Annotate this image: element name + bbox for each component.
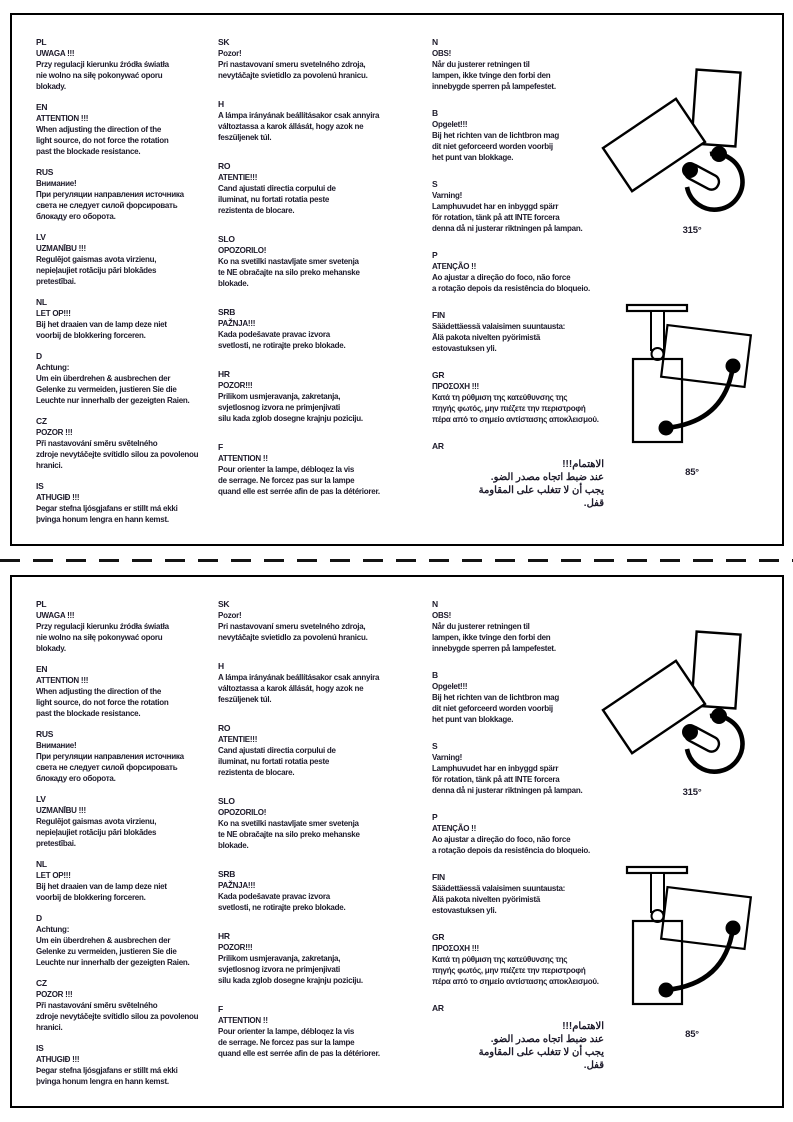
instruction-line: Ko na svetilki nastavljate smer svetenja	[218, 257, 359, 266]
language-code: SRB	[218, 307, 236, 317]
instruction-line: nepieļaujiet rotāciju pāri blokādes	[36, 828, 157, 837]
instruction-line: dit niet geforceerd worden voorbij	[432, 704, 553, 713]
language-code: D	[36, 913, 42, 923]
instruction-line: Cand ajustati directia corpului de	[218, 184, 336, 193]
instruction-line: estovastuksen yli.	[432, 344, 497, 353]
instruction-line: silu kada zglob dosegne krajnju poziciju.	[218, 414, 363, 423]
instruction-line: PAŽNJA!!!	[218, 319, 256, 328]
instruction-line: Prilikom usmjeravanja, zakretanja,	[218, 392, 341, 401]
instruction-line: Cand ajustati directia corpului de	[218, 746, 336, 755]
stem	[651, 873, 664, 912]
instruction-line: Um ein überdrehen & ausbrechen der	[36, 374, 171, 383]
instruction-line: a rotação depois da resistência do bloqueio.	[432, 284, 590, 293]
language-code: SK	[218, 37, 230, 47]
instruction-line: estovastuksen yli.	[432, 906, 497, 915]
language-code: F	[218, 1004, 223, 1014]
language-code: EN	[36, 102, 48, 112]
instruction-line: OBS!	[432, 611, 451, 620]
language-code: CZ	[36, 416, 47, 426]
joint-dot	[711, 708, 727, 724]
lamp-head-position-2	[661, 887, 751, 949]
instruction-line: hranici.	[36, 1023, 63, 1032]
instruction-line: Lamphuvudet har en inbyggd spärr	[432, 764, 559, 773]
language-code: H	[218, 99, 224, 109]
instruction-line: de serrage. Ne forcez pas sur la lampe	[218, 1038, 355, 1047]
instruction-line: pretestībai.	[36, 277, 76, 286]
instruction-line: OPOZORILO!	[218, 808, 267, 817]
instruction-line: innebygde sperren på lampefestet.	[432, 82, 556, 91]
lamp-head-position-2	[661, 325, 751, 387]
lang-block-ar	[432, 1003, 622, 1072]
text-column-col3	[432, 599, 622, 1088]
instruction-line: Ao ajustar a direção do foco, não force	[432, 835, 571, 844]
instruction-line: ATHUGIÐ !!!	[36, 1055, 80, 1064]
instruction-line: blokady.	[36, 644, 66, 653]
language-code: GR	[432, 932, 445, 942]
instruction-line: past the blockade resistance.	[36, 147, 141, 156]
instruction-line: þvinga honum lengra en hann kemst.	[36, 515, 169, 524]
instruction-line: Při nastavování směru světelného	[36, 439, 158, 448]
instruction-line: قفل.	[583, 1060, 604, 1071]
instruction-line: te NE obračajte na silo preko mehanske	[218, 830, 360, 839]
lang-block-s	[432, 741, 622, 796]
lang-block-ro	[218, 723, 423, 778]
rotation-angle-label: 85°	[685, 1029, 699, 1040]
instruction-line: változtassa a karok állását, hogy azok ne	[218, 684, 364, 693]
instruction-line: hranici.	[36, 461, 63, 470]
language-code: P	[432, 812, 438, 822]
joint-dot	[659, 983, 674, 998]
language-code: CZ	[36, 978, 47, 988]
language-code: B	[432, 108, 438, 118]
instruction-line: változtassa a karok állását, hogy azok ne	[218, 122, 364, 131]
instruction-line: Um ein überdrehen & ausbrechen der	[36, 936, 171, 945]
lang-block-h	[218, 661, 423, 705]
instruction-line: Kada podešavate pravac izvora	[218, 892, 330, 901]
instruction-line: past the blockade resistance.	[36, 709, 141, 718]
instruction-line: When adjusting the direction of the	[36, 125, 162, 134]
instruction-line: Pozor!	[218, 611, 242, 620]
lang-block-srb	[218, 869, 423, 913]
instruction-line: ATTENTION !!!	[36, 114, 89, 123]
lamp-tilt-diagram	[598, 615, 783, 800]
instruction-line: pretestībai.	[36, 839, 76, 848]
instruction-line: Säädettäessä valaisimen suuntausta:	[432, 322, 566, 331]
instruction-line: πέρα από το σημείο αντίστασης αποκλεισμού.	[432, 977, 599, 986]
instruction-line: При регуляции направления источника	[36, 190, 184, 199]
instruction-line: При регуляции направления источника	[36, 752, 184, 761]
instruction-panel-2	[10, 575, 784, 1108]
cut-line	[0, 559, 793, 562]
instruction-line: POZOR!!!	[218, 381, 253, 390]
instruction-line: svjetlosnog izvora ne primjenjivati	[218, 403, 340, 412]
lang-block-srb	[218, 307, 423, 351]
instruction-line: Opgelet!!!	[432, 682, 468, 691]
language-code: RUS	[36, 729, 54, 739]
instruction-line: LET OP!!!	[36, 871, 71, 880]
lang-block-ar	[432, 441, 622, 510]
instruction-line: ATTENTION !!	[218, 1016, 268, 1025]
instruction-line: OBS!	[432, 49, 451, 58]
lang-block-f	[218, 1004, 423, 1059]
instruction-line: Opgelet!!!	[432, 120, 468, 129]
lang-block-sk	[218, 599, 423, 643]
instruction-line: Når du justerer retningen til	[432, 622, 530, 631]
lang-block-f	[218, 442, 423, 497]
instruction-line: feszüljenek túl.	[218, 695, 272, 704]
language-code: RUS	[36, 167, 54, 177]
lang-block-hr	[218, 369, 423, 424]
instruction-line: πηγής φωτός, μην πιέζετε την περιστροφή	[432, 404, 586, 413]
language-code: NL	[36, 297, 47, 307]
instruction-line: Ao ajustar a direção do foco, não force	[432, 273, 571, 282]
instruction-line: Leuchte nur innerhalb der gezeigten Raien.	[36, 958, 190, 967]
instruction-line: Regulējot gaismas avota virzienu,	[36, 255, 157, 264]
language-code: P	[432, 250, 438, 260]
instruction-line: blokade.	[218, 279, 249, 288]
language-code: NL	[36, 859, 47, 869]
lang-block-n	[432, 37, 622, 92]
instruction-line: Þegar stefna ljósgjafans er stillt má ekki	[36, 504, 178, 513]
instruction-line: الاهتمام!!!	[562, 1021, 604, 1032]
language-code: AR	[432, 441, 444, 451]
instruction-line: блокаду его оборота.	[36, 212, 116, 221]
instruction-line: nepieļaujiet rotāciju pāri blokādes	[36, 266, 157, 275]
instruction-line: ATENTIE!!!	[218, 173, 258, 182]
instruction-line: PAŽNJA!!!	[218, 881, 256, 890]
lang-block-sk	[218, 37, 423, 81]
lang-block-fin	[432, 310, 622, 354]
text-column-col2	[218, 37, 423, 515]
instruction-line: Ko na svetilki nastavljate smer svetenja	[218, 819, 359, 828]
instruction-line: Gelenke zu vermeiden, justieren Sie die	[36, 385, 177, 394]
instruction-line: Κατά τη ρύθμιση της κατεύθυνσης της	[432, 393, 568, 402]
language-code: SK	[218, 599, 230, 609]
lamp-rotation-diagram	[613, 298, 778, 473]
instruction-line: LET OP!!!	[36, 309, 71, 318]
lang-block-p	[432, 250, 622, 294]
instruction-line: feszüljenek túl.	[218, 133, 272, 142]
instruction-line: rezistenta de blocare.	[218, 206, 295, 215]
instruction-line: svjetlosnog izvora ne primjenjivati	[218, 965, 340, 974]
instruction-line: te NE obračajte na silo preko mehanske	[218, 268, 360, 277]
instruction-line: Pri nastavovaní smeru svetelného zdroja,	[218, 622, 366, 631]
lamp-head-position-1	[633, 359, 682, 442]
language-code: EN	[36, 664, 48, 674]
rotation-angle-label: 85°	[685, 467, 699, 478]
language-code: IS	[36, 1043, 44, 1053]
tilt-arc	[666, 366, 733, 428]
instruction-line: denna då ni justerar riktningen på lampan.	[432, 786, 583, 795]
lang-block-h	[218, 99, 423, 143]
language-code: FIN	[432, 310, 445, 320]
instruction-line: Leuchte nur innerhalb der gezeigten Raien.	[36, 396, 190, 405]
instruction-line: A lámpa irányának beállításakor csak annyira	[218, 111, 380, 120]
instruction-line: Pri nastavovaní smeru svetelného zdroja,	[218, 60, 366, 69]
instruction-line: lampen, ikke tvinge den forbi den	[432, 633, 551, 642]
instruction-line: ΠΡΟΣΟΧΗ !!!	[432, 944, 479, 953]
instruction-line: Achtung:	[36, 363, 70, 372]
instruction-line: Bij het draaien van de lamp deze niet	[36, 320, 167, 329]
instruction-line: Przy regulacji kierunku źródła światła	[36, 622, 169, 631]
lang-block-cz	[36, 978, 216, 1033]
instruction-line: ΠΡΟΣΟΧΗ !!!	[432, 382, 479, 391]
instruction-line: πέρα από το σημείο αντίστασης αποκλεισμού.	[432, 415, 599, 424]
instruction-line: het punt van blokkage.	[432, 715, 514, 724]
instruction-line: voorbij de blokkering forceren.	[36, 331, 146, 340]
lang-block-slo	[218, 234, 423, 289]
lang-block-rus	[36, 167, 216, 222]
lang-block-ro	[218, 161, 423, 216]
instruction-line: Внимание!	[36, 179, 77, 188]
text-column-col3	[432, 37, 622, 526]
instruction-line: quand elle est serrée afin de pas la détériorer.	[218, 1049, 380, 1058]
instruction-line: quand elle est serrée afin de pas la détériorer.	[218, 487, 380, 496]
instruction-line: блокаду его оборота.	[36, 774, 116, 783]
language-code: IS	[36, 481, 44, 491]
text-column-col1	[36, 37, 216, 535]
instruction-line: UWAGA !!!	[36, 611, 75, 620]
language-code: H	[218, 661, 224, 671]
lang-block-s	[432, 179, 622, 234]
instruction-line: Przy regulacji kierunku źródła światła	[36, 60, 169, 69]
instruction-line: Při nastavování směru světelného	[36, 1001, 158, 1010]
instruction-line: Pozor!	[218, 49, 242, 58]
instruction-line: ATENÇÃO !!	[432, 262, 477, 271]
lang-block-p	[432, 812, 622, 856]
language-code: B	[432, 670, 438, 680]
text-column-col2	[218, 599, 423, 1077]
tilt-arc	[666, 928, 733, 990]
language-code: RO	[218, 723, 231, 733]
language-code: S	[432, 179, 438, 189]
instruction-line: nie wolno na siłę pokonywać oporu	[36, 71, 163, 80]
lang-block-b	[432, 670, 622, 725]
instruction-line: light source, do not force the rotation	[36, 698, 169, 707]
instruction-line: rezistenta de blocare.	[218, 768, 295, 777]
instruction-panel-1	[10, 13, 784, 546]
language-code: S	[432, 741, 438, 751]
language-code: SRB	[218, 869, 236, 879]
instruction-line: Achtung:	[36, 925, 70, 934]
language-code: N	[432, 37, 438, 47]
arabic-instruction-text	[432, 1020, 604, 1072]
instruction-line: ATHUGIÐ !!!	[36, 493, 80, 502]
instruction-line: nevytáčajte svietidlo za povolenú hranicu.	[218, 633, 368, 642]
instruction-line: Älä pakota nivelten pyörimistä	[432, 895, 541, 904]
instruction-line: Älä pakota nivelten pyörimistä	[432, 333, 541, 342]
instruction-line: عند ضبط اتجاه مصدر الضو.	[490, 472, 604, 483]
instruction-line: nevytáčajte svietidlo za povolenú hranicu.	[218, 71, 368, 80]
instruction-line: قفل.	[583, 498, 604, 509]
instruction-line: Varning!	[432, 753, 463, 762]
instruction-line: الاهتمام!!!	[562, 459, 604, 470]
instruction-line: dit niet geforceerd worden voorbij	[432, 142, 553, 151]
instruction-line: a rotação depois da resistência do bloqueio.	[432, 846, 590, 855]
language-code: GR	[432, 370, 445, 380]
instruction-line: ATTENTION !!!	[36, 676, 89, 685]
language-code: LV	[36, 232, 46, 242]
lang-block-en	[36, 102, 216, 157]
arabic-instruction-text	[432, 458, 604, 510]
instruction-line: zdroje nevytáčejte svítidlo silou za povolenou	[36, 450, 199, 459]
instruction-line: iluminat, nu fortati rotatia peste	[218, 195, 330, 204]
instruction-line: ATENTIE!!!	[218, 735, 258, 744]
joint-dot	[726, 359, 741, 374]
instruction-line: het punt van blokkage.	[432, 153, 514, 162]
instruction-line: Κατά τη ρύθμιση της κατεύθυνσης της	[432, 955, 568, 964]
instruction-line: Regulējot gaismas avota virzienu,	[36, 817, 157, 826]
tilt-angle-label: 315°	[682, 225, 702, 236]
instruction-line: zdroje nevytáčejte svítidlo silou za povolenou	[36, 1012, 199, 1021]
lang-block-slo	[218, 796, 423, 851]
joint-dot	[682, 162, 698, 178]
instruction-line: Pour orienter la lampe, débloqez la vis	[218, 1027, 355, 1036]
lang-block-hr	[218, 931, 423, 986]
instruction-line: Varning!	[432, 191, 463, 200]
instruction-line: þvinga honum lengra en hann kemst.	[36, 1077, 169, 1086]
instruction-line: Bij het richten van de lichtbron mag	[432, 693, 560, 702]
text-column-col1	[36, 599, 216, 1097]
instruction-line: عند ضبط اتجاه مصدر الضو.	[490, 1034, 604, 1045]
instruction-line: för rotation, tänk på att INTE forcera	[432, 213, 560, 222]
lang-block-d	[36, 351, 216, 406]
instruction-line: nie wolno na siłę pokonywać oporu	[36, 633, 163, 642]
instruction-line: POZOR !!!	[36, 428, 73, 437]
language-code: RO	[218, 161, 231, 171]
instruction-line: light source, do not force the rotation	[36, 136, 169, 145]
instruction-line: voorbij de blokkering forceren.	[36, 893, 146, 902]
lang-block-fin	[432, 872, 622, 916]
language-code: PL	[36, 599, 47, 609]
lang-block-gr	[432, 932, 622, 987]
instruction-line: silu kada zglob dosegne krajnju poziciju.	[218, 976, 363, 985]
instruction-line: iluminat, nu fortati rotatia peste	[218, 757, 330, 766]
instruction-line: blokade.	[218, 841, 249, 850]
language-code: AR	[432, 1003, 444, 1013]
lang-block-nl	[36, 297, 216, 341]
lang-block-d	[36, 913, 216, 968]
instruction-line: Þegar stefna ljósgjafans er stillt má ekki	[36, 1066, 178, 1075]
instruction-line: denna då ni justerar riktningen på lampan.	[432, 224, 583, 233]
instruction-line: Kada podešavate pravac izvora	[218, 330, 330, 339]
lamp-rotation-diagram	[613, 860, 778, 1035]
tilt-angle-label: 315°	[682, 787, 702, 798]
joint-dot	[726, 921, 741, 936]
instruction-line: blokady.	[36, 82, 66, 91]
lang-block-is	[36, 1043, 216, 1087]
instruction-line: Pour orienter la lampe, débloqez la vis	[218, 465, 355, 474]
instruction-line: POZOR !!!	[36, 990, 73, 999]
lang-block-lv	[36, 232, 216, 287]
language-code: SLO	[218, 796, 235, 806]
instruction-line: OPOZORILO!	[218, 246, 267, 255]
joint-dot	[682, 724, 698, 740]
language-code: PL	[36, 37, 47, 47]
instruction-line: de serrage. Ne forcez pas sur la lampe	[218, 476, 355, 485]
lang-block-is	[36, 481, 216, 525]
instruction-line: svetlosti, ne rotirajte preko blokade.	[218, 341, 346, 350]
instruction-line: يجب أن لا تتغلب على المقاومة	[478, 1047, 604, 1058]
language-code: N	[432, 599, 438, 609]
lang-block-nl	[36, 859, 216, 903]
language-code: LV	[36, 794, 46, 804]
instruction-line: πηγής φωτός, μην πιέζετε την περιστροφή	[432, 966, 586, 975]
instruction-line: When adjusting the direction of the	[36, 687, 162, 696]
lang-block-pl	[36, 599, 216, 654]
language-code: HR	[218, 931, 230, 941]
instruction-line: света не следует силой форсировать	[36, 763, 178, 772]
instruction-line: svetlosti, ne rotirajte preko blokade.	[218, 903, 346, 912]
instruction-line: UWAGA !!!	[36, 49, 75, 58]
lamp-tilt-diagram	[598, 53, 783, 238]
language-code: D	[36, 351, 42, 361]
instruction-line: Gelenke zu vermeiden, justieren Sie die	[36, 947, 177, 956]
stem	[651, 311, 664, 350]
instruction-line: innebygde sperren på lampefestet.	[432, 644, 556, 653]
lang-block-rus	[36, 729, 216, 784]
lang-block-n	[432, 599, 622, 654]
language-code: HR	[218, 369, 230, 379]
instruction-line: Lamphuvudet har en inbyggd spärr	[432, 202, 559, 211]
lang-block-pl	[36, 37, 216, 92]
lang-block-b	[432, 108, 622, 163]
instruction-line: يجب أن لا تتغلب على المقاومة	[478, 485, 604, 496]
instruction-line: Når du justerer retningen til	[432, 60, 530, 69]
lamp-head-position-1	[633, 921, 682, 1004]
instruction-line: ATENÇÃO !!	[432, 824, 477, 833]
instruction-line: Внимание!	[36, 741, 77, 750]
instruction-line: Bij het richten van de lichtbron mag	[432, 131, 560, 140]
lang-block-cz	[36, 416, 216, 471]
language-code: F	[218, 442, 223, 452]
lang-block-gr	[432, 370, 622, 425]
instruction-line: A lámpa irányának beállításakor csak annyira	[218, 673, 380, 682]
instruction-line: UZMANĪBU !!!	[36, 244, 86, 253]
instruction-line: lampen, ikke tvinge den forbi den	[432, 71, 551, 80]
instruction-line: UZMANĪBU !!!	[36, 806, 86, 815]
instruction-line: POZOR!!!	[218, 943, 253, 952]
lang-block-lv	[36, 794, 216, 849]
instruction-line: ATTENTION !!	[218, 454, 268, 463]
instruction-line: Säädettäessä valaisimen suuntausta:	[432, 884, 566, 893]
joint-dot	[711, 146, 727, 162]
instruction-line: света не следует силой форсировать	[36, 201, 178, 210]
instruction-line: Prilikom usmjeravanja, zakretanja,	[218, 954, 341, 963]
instruction-line: för rotation, tänk på att INTE forcera	[432, 775, 560, 784]
instruction-line: Bij het draaien van de lamp deze niet	[36, 882, 167, 891]
language-code: SLO	[218, 234, 235, 244]
lang-block-en	[36, 664, 216, 719]
language-code: FIN	[432, 872, 445, 882]
joint-dot	[659, 421, 674, 436]
